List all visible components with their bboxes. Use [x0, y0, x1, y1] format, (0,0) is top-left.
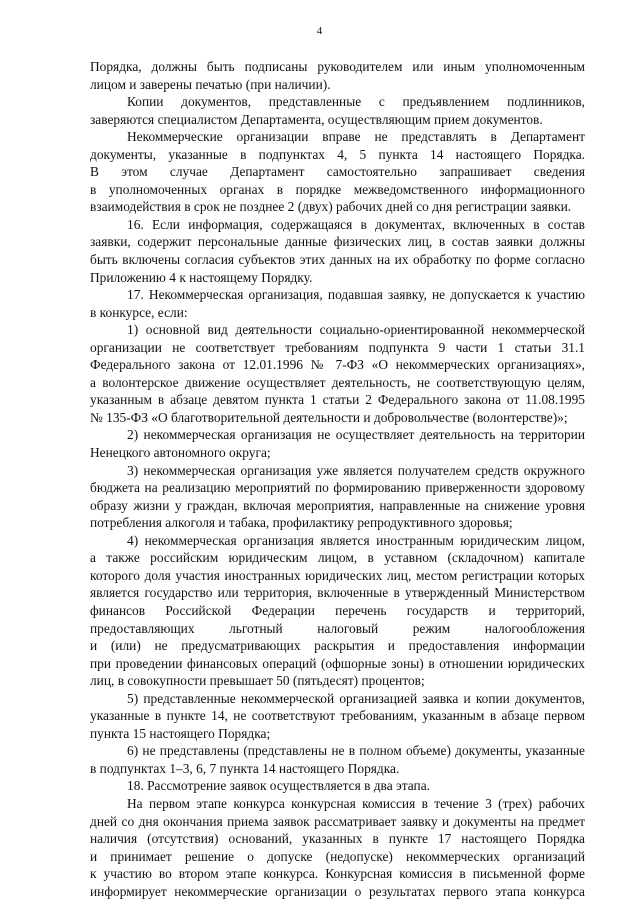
text-line: а также российским юридическим лицом, в уставном (складочном) капитале: [90, 550, 585, 566]
text-line: организации не соответствует требованиям подпункта 9 части 1 статьи 31.1: [90, 339, 585, 355]
text-line: указанные в пункте 14, не соответствуют требованиям, указанным в абзаце первом: [90, 708, 585, 724]
text-line: взаимодействия в срок не позднее 2 (двух) рабочих дней со дня регистрации заявки.: [90, 199, 572, 215]
text-line: Приложению 4 к настоящему Порядку.: [90, 269, 313, 285]
text-line: которого доля участия иностранных юридических лиц, местом регистрации которых: [90, 567, 585, 583]
text-line: 17. Некоммерческая организация, подавшая заявку, не допускается к участию: [127, 287, 585, 303]
text-line: и принимает решение о допуске (недопуске) некоммерческих организаций: [90, 848, 585, 864]
text-line: в подпунктах 1–3, 6, 7 пункта 14 настоящего Порядка.: [90, 760, 400, 776]
text-line: Копии документов, представленные с предъявлением подлинников,: [127, 94, 585, 110]
text-line: предоставляющих льготный налоговый режим налогообложения: [90, 620, 585, 636]
text-line: Некоммерческие организации вправе не представлять в Департамент: [127, 129, 585, 145]
text-line: 18. Рассмотрение заявок осуществляется в два этапа.: [127, 778, 430, 794]
text-line: наличия (отсутствия) оснований, указанных в пункте 17 настоящего Порядка: [90, 831, 585, 847]
page-number: 4: [316, 25, 323, 37]
text-line: при проведении финансовых операций (офшорные зоны) в отношении юридических: [90, 655, 585, 671]
text-line: 16. Если информация, содержащаяся в документах, включенных в состав: [127, 216, 585, 232]
text-line: 3) некоммерческая организация уже является получателем средств окружного: [127, 462, 585, 478]
document-body: [90, 58, 585, 900]
text-line: Ненецкого автономного округа;: [90, 445, 271, 461]
text-line: является государство или территория, включенные в утвержденный Министерством: [90, 585, 585, 601]
text-line: На первом этапе конкурса конкурсная комиссия в течение 3 (трех) рабочих: [127, 795, 585, 811]
text-line: документы, указанные в подпунктах 4, 5 пункта 14 настоящего Порядка.: [90, 146, 585, 162]
text-line: лицом и заверены печатью (при наличии).: [90, 76, 331, 92]
text-line: пункта 15 настоящего Порядка;: [90, 725, 271, 741]
text-line: указанным в абзаце девятом пункта 1 статьи 2 Федерального закона от 11.08.1995: [90, 392, 585, 408]
text-line: 6) не представлены (представлены не в полном объеме) документы, указанные: [127, 743, 585, 759]
text-line: заверяются специалистом Департамента, осуществляющим прием документов.: [90, 111, 543, 127]
text-line: к участию во втором этапе конкурса. Конкурсная комиссия в письменной форме: [90, 866, 585, 882]
text-line: потребления алкоголя и табака, профилактику репродуктивного здоровья;: [90, 515, 513, 531]
text-line: быть включены согласия субъектов этих данных на их обработку по форме согласно: [90, 252, 585, 268]
text-line: в уполномоченных органах в порядке межведомственного информационного: [90, 181, 585, 197]
text-line: бюджета на реализацию мероприятий по формированию приверженности здоровому: [90, 480, 585, 496]
text-line: 5) представленные некоммерческой организацией заявка и копии документов,: [127, 690, 585, 706]
text-line: № 135-ФЗ «О благотворительной деятельности и добровольчестве (волонтерстве)»;: [90, 409, 568, 425]
text-line: финансов Российской Федерации перечень государств и территорий,: [90, 602, 585, 618]
text-line: В этом случае Департамент самостоятельно запрашивает сведения: [90, 164, 585, 180]
text-line: 4) некоммерческая организация является иностранным юридическим лицом,: [127, 532, 585, 548]
text-line: 2) некоммерческая организация не осуществляет деятельность на территории: [127, 427, 585, 443]
text-line: образу жизни у граждан, включая мероприятия, направленные на снижение уровня: [90, 497, 585, 513]
text-line: лиц, в совокупности превышает 50 (пятьдесят) процентов;: [90, 673, 425, 689]
text-line: информирует некоммерческие организации о результатах первого этапа конкурса: [90, 883, 585, 899]
text-line: дней со дня окончания приема заявок рассматривает заявку и документы на предмет: [90, 813, 585, 829]
text-line: заявки, содержит персональные данные физических лиц, в состав заявки должны: [90, 234, 585, 250]
text-line: Порядка, должны быть подписаны руководителем или иным уполномоченным: [90, 59, 585, 74]
text-line: в конкурсе, если:: [90, 304, 188, 320]
text-line: и (или) не предусматривающих раскрытия и предоставления информации: [90, 638, 585, 654]
text-line: Федерального закона от 12.01.1996 № 7-ФЗ «О некоммерческих организациях»,: [90, 357, 585, 373]
text-line: а волонтерское движение осуществляет деятельность, не соответствующую целям,: [90, 374, 585, 390]
text-line: 1) основной вид деятельности социально-ориентированной некоммерческой: [127, 322, 585, 338]
